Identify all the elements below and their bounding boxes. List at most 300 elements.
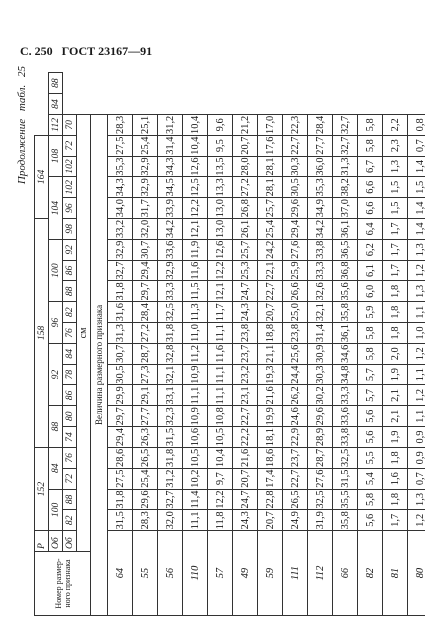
table-cell: 27,2 <box>133 323 158 344</box>
table-cell: 34,6 <box>333 343 358 364</box>
table-cell: 11,4 <box>183 489 208 510</box>
table-cell: 2,1 <box>383 385 408 406</box>
table-cell: 26,6 <box>283 281 308 302</box>
table-cell: 30,3 <box>308 364 333 385</box>
table-cell: 5,8 <box>358 135 383 156</box>
table-row <box>258 73 283 616</box>
row-label-header: Номер размер-ного признака <box>35 552 91 616</box>
table-continuation-caption <box>16 66 28 189</box>
rotated-table-block <box>12 66 425 616</box>
table-cell: 11,1 <box>208 364 233 385</box>
table-cell: 1,7 <box>383 260 408 281</box>
table-cell: 22,1 <box>258 260 283 281</box>
table-cell: 36,1 <box>333 219 358 240</box>
table-cell: 28,9 <box>308 427 333 448</box>
table-cell: 13,3 <box>208 177 233 198</box>
table-cell: 26,1 <box>233 219 258 240</box>
table-cell: 34,2 <box>158 219 183 240</box>
table-cell: 28,6 <box>108 447 133 468</box>
table-cell: 31,2 <box>158 114 183 135</box>
table-cell: 33,6 <box>158 239 183 260</box>
table-cell: 29,6 <box>308 406 333 427</box>
table-cell: 31,2 <box>158 468 183 489</box>
ob2-col-header: 96 <box>63 198 77 219</box>
table-cell: 11,0 <box>183 323 208 344</box>
table-cell: 13,0 <box>208 198 233 219</box>
ob2-col-header: 72 <box>63 135 77 156</box>
table-cell: 28,7 <box>308 447 333 468</box>
table-cell: 32,5 <box>333 447 358 468</box>
table-cell: 34,2 <box>308 219 333 240</box>
table-cell: 30,7 <box>133 239 158 260</box>
table-cell: 2,3 <box>383 135 408 156</box>
table-cell: 35,5 <box>333 489 358 510</box>
table-cell: 5,5 <box>358 447 383 468</box>
ob2-col-header: 92 <box>63 239 77 260</box>
table-cell: 1,9 <box>383 364 408 385</box>
ob2-col-header: 102 <box>63 177 77 198</box>
table-cell: 12,5 <box>183 177 208 198</box>
table-cell: 19,3 <box>258 364 283 385</box>
table-cell: 28,3 <box>108 114 133 135</box>
p-group-header: 152 <box>35 447 49 530</box>
table-cell: 6,0 <box>358 281 383 302</box>
table-cell: 29,9 <box>108 385 133 406</box>
table-cell: 1,2 <box>408 385 425 406</box>
table-cell: 24,6 <box>283 406 308 427</box>
table-label: табл. <box>16 84 28 112</box>
table-cell: 34,0 <box>108 198 133 219</box>
table-cell: 12,6 <box>208 239 233 260</box>
table-cell: 5,9 <box>358 302 383 323</box>
page-number: С. 250 <box>20 44 53 58</box>
table-cell: 31,5 <box>158 427 183 448</box>
table-cell: 36,1 <box>333 323 358 344</box>
table-cell: 1,8 <box>383 281 408 302</box>
table-cell: 1,7 <box>383 510 408 531</box>
ob-group-header: 100 <box>49 239 63 301</box>
table-cell: 17,6 <box>258 135 283 156</box>
table-cell: 12,2 <box>183 198 208 219</box>
table-cell: 31,6 <box>108 302 133 323</box>
table-cell: 28,3 <box>133 510 158 531</box>
table-cell: 18,6 <box>258 447 283 468</box>
p-symbol: Р <box>35 531 49 552</box>
table-cell: 37,0 <box>333 198 358 219</box>
ob2-col-header: 86 <box>63 385 77 406</box>
table-cell: 30,9 <box>308 343 333 364</box>
table-cell: 1,3 <box>408 489 425 510</box>
table-row <box>333 73 358 616</box>
table-cell: 10,9 <box>183 364 208 385</box>
table-cell: 31,8 <box>108 281 133 302</box>
table-cell: 21,2 <box>233 114 258 135</box>
table-cell: 28,4 <box>133 302 158 323</box>
table-cell: 0,8 <box>408 114 425 135</box>
table-cell: 20,7 <box>258 302 283 323</box>
table-cell: 1,4 <box>408 198 425 219</box>
table-cell: 32,5 <box>308 489 333 510</box>
table-cell: 32,6 <box>308 281 333 302</box>
table-cell: 23,7 <box>283 447 308 468</box>
table-cell: 1,1 <box>408 406 425 427</box>
table-cell: 27,6 <box>283 239 308 260</box>
table-cell: 23,8 <box>283 323 308 344</box>
table-row <box>358 73 383 616</box>
table-cell: 24,3 <box>233 302 258 323</box>
table-cell: 12,1 <box>208 281 233 302</box>
table-cell: 9,7 <box>208 468 233 489</box>
table-cell: 10,8 <box>208 406 233 427</box>
table-cell: 31,7 <box>133 198 158 219</box>
table-cell: 1,5 <box>383 177 408 198</box>
table-cell: 10,2 <box>183 468 208 489</box>
table-cell: 33,3 <box>333 385 358 406</box>
ob2-col-header: 88 <box>63 281 77 302</box>
table-cell: 24,3 <box>233 510 258 531</box>
table-cell: 31,3 <box>108 323 133 344</box>
table-cell: 35,6 <box>333 281 358 302</box>
table-cell: 11,6 <box>183 260 208 281</box>
table-cell: 32,7 <box>333 135 358 156</box>
unit-cm: см <box>77 114 91 551</box>
table-cell: 32,0 <box>133 219 158 240</box>
table-cell: 27,5 <box>108 468 133 489</box>
table-cell: 32,9 <box>158 260 183 281</box>
table-cell: 28,1 <box>258 177 283 198</box>
table-cell: 32,5 <box>158 302 183 323</box>
table-cell: 10,4 <box>183 114 208 135</box>
row-number: 49 <box>233 531 258 616</box>
row-number: 66 <box>333 531 358 616</box>
table-cell: 25,6 <box>283 343 308 364</box>
table-cell: 38,2 <box>333 177 358 198</box>
table-cell: 32,9 <box>133 156 158 177</box>
table-cell: 6,4 <box>358 219 383 240</box>
table-cell: 5,4 <box>358 468 383 489</box>
ob2-col-header: 102 <box>63 156 77 177</box>
table-cell: 1,8 <box>383 447 408 468</box>
table-cell: 1,3 <box>408 281 425 302</box>
table-cell: 25,4 <box>258 219 283 240</box>
table-cell: 10,5 <box>183 447 208 468</box>
table-cell: 11,7 <box>208 302 233 323</box>
table-cell: 1,5 <box>383 198 408 219</box>
table-cell: 11,3 <box>183 302 208 323</box>
table-cell: 19,9 <box>258 406 283 427</box>
table-cell: 10,4 <box>183 135 208 156</box>
ob-group-header: 92 <box>49 343 63 405</box>
table-cell: 36,5 <box>333 239 358 260</box>
table-cell: 33,8 <box>308 239 333 260</box>
table-cell: 31,8 <box>158 323 183 344</box>
table-cell: 6,1 <box>358 260 383 281</box>
table-cell: 10,9 <box>183 406 208 427</box>
table-cell: 31,4 <box>308 323 333 344</box>
ob2-col-header: 82 <box>63 510 77 531</box>
table-cell: 22,2 <box>233 427 258 448</box>
table-cell: 32,9 <box>108 239 133 260</box>
table-cell: 30,5 <box>108 364 133 385</box>
row-number: 80 <box>408 531 425 616</box>
table-cell: 0,7 <box>408 468 425 489</box>
table-cell: 9,5 <box>208 135 233 156</box>
table-cell: 33,6 <box>333 406 358 427</box>
table-cell: 34,3 <box>158 156 183 177</box>
table-cell: 35,3 <box>308 177 333 198</box>
table-cell: 12,2 <box>208 260 233 281</box>
table-cell: 1,2 <box>408 260 425 281</box>
continuation-word: Продолжение <box>16 118 28 185</box>
table-cell: 26,2 <box>283 385 308 406</box>
page-header <box>20 44 158 59</box>
table-cell: 1,6 <box>383 468 408 489</box>
table-row <box>308 73 333 616</box>
table-cell: 6,6 <box>358 177 383 198</box>
row-number: 110 <box>183 531 208 616</box>
table-cell: 12,1 <box>183 219 208 240</box>
row-number: 55 <box>133 531 158 616</box>
ob2-col-header: 78 <box>63 364 77 385</box>
table-cell: 34,5 <box>158 177 183 198</box>
table-cell: 30,7 <box>108 343 133 364</box>
table-cell: 29,7 <box>108 406 133 427</box>
table-cell: 32,9 <box>133 177 158 198</box>
row-number: 112 <box>308 531 333 616</box>
table-cell: 1,1 <box>408 364 425 385</box>
table-cell: 33,8 <box>333 427 358 448</box>
table-cell: 10,4 <box>208 447 233 468</box>
table-cell: 32,7 <box>333 114 358 135</box>
table-cell: 5,8 <box>358 323 383 344</box>
table-cell: 25,3 <box>233 260 258 281</box>
table-cell: 32,1 <box>308 302 333 323</box>
table-cell: 25,7 <box>258 198 283 219</box>
table-cell: 26,5 <box>283 489 308 510</box>
table-cell: 5,7 <box>358 385 383 406</box>
table-cell: 22,8 <box>258 489 283 510</box>
table-cell: 1,7 <box>383 239 408 260</box>
table-cell: 1,8 <box>383 323 408 344</box>
ob2-col-header: 82 <box>63 302 77 323</box>
ob2-col-header: 74 <box>63 427 77 448</box>
table-row <box>108 73 133 616</box>
table-cell: 6,2 <box>358 239 383 260</box>
table-cell: 26,8 <box>233 198 258 219</box>
table-cell: 27,3 <box>133 364 158 385</box>
table-cell: 10,5 <box>208 427 233 448</box>
ob2-col-header: 88 <box>63 489 77 510</box>
table-cell: 27,7 <box>133 406 158 427</box>
standard-code: ГОСТ 23167—91 <box>61 44 153 58</box>
table-cell: 11,6 <box>208 343 233 364</box>
table-cell: 5,8 <box>358 343 383 364</box>
ob2-col-header: 80 <box>63 406 77 427</box>
table-cell: 28,7 <box>133 343 158 364</box>
table-cell: 1,8 <box>383 302 408 323</box>
table-cell: 22,7 <box>233 406 258 427</box>
table-cell: 23,1 <box>233 385 258 406</box>
table-cell: 1,5 <box>408 177 425 198</box>
ob-group-header: 112 <box>49 114 63 135</box>
table-cell: 33,3 <box>308 260 333 281</box>
table-cell: 11,2 <box>183 343 208 364</box>
table-cell: 29,7 <box>133 281 158 302</box>
table-cell: 31,8 <box>158 447 183 468</box>
table-cell: 33,9 <box>158 198 183 219</box>
table-cell: 32,3 <box>158 406 183 427</box>
table-cell: 34,3 <box>108 177 133 198</box>
table-cell: 29,4 <box>108 427 133 448</box>
table-cell: 2,1 <box>383 406 408 427</box>
row-number: 56 <box>158 531 183 616</box>
table-cell: 11,1 <box>208 385 233 406</box>
table-cell: 28,1 <box>258 156 283 177</box>
ob-group-header: 84 <box>49 447 63 489</box>
table-cell: 9,6 <box>208 114 233 135</box>
table-cell: 11,9 <box>183 239 208 260</box>
table-cell: 35,3 <box>108 156 133 177</box>
row-number: 111 <box>283 531 308 616</box>
table-cell: 29,6 <box>283 198 308 219</box>
table-cell: 31,8 <box>108 489 133 510</box>
table-cell: 1,2 <box>408 343 425 364</box>
table-cell: 23,7 <box>233 343 258 364</box>
table-cell: 22,7 <box>283 135 308 156</box>
table-cell: 24,4 <box>283 364 308 385</box>
table-cell: 27,6 <box>308 468 333 489</box>
table-cell: 25,7 <box>233 239 258 260</box>
table-cell: 20,7 <box>233 135 258 156</box>
table-cell: 5,6 <box>358 510 383 531</box>
table-cell: 1,4 <box>408 219 425 240</box>
ob-symbol: Об <box>49 531 63 552</box>
table-cell: 30,5 <box>283 177 308 198</box>
table-cell: 27,5 <box>108 135 133 156</box>
table-row <box>183 73 208 616</box>
table-cell: 31,9 <box>308 510 333 531</box>
table-cell: 17,4 <box>258 468 283 489</box>
table-cell: 6,6 <box>358 198 383 219</box>
table-cell: 1,1 <box>408 302 425 323</box>
table-cell: 1,4 <box>408 156 425 177</box>
ob-group-header: 104 <box>49 177 63 239</box>
table-cell: 1,3 <box>408 239 425 260</box>
table-cell: 34,9 <box>308 198 333 219</box>
table-cell: 5,8 <box>358 489 383 510</box>
table-row <box>208 73 233 616</box>
table-cell: 24,2 <box>258 239 283 260</box>
table-cell: 11,1 <box>183 385 208 406</box>
table-cell: 33,1 <box>158 385 183 406</box>
table-number: 25 <box>16 66 28 77</box>
table-cell: 11,1 <box>208 323 233 344</box>
table-cell: 32,7 <box>158 489 183 510</box>
table-cell: 35,8 <box>333 510 358 531</box>
table-cell: 33,2 <box>108 219 133 240</box>
table-cell: 5,6 <box>358 406 383 427</box>
table-cell: 1,0 <box>408 323 425 344</box>
table-cell: 29,4 <box>283 219 308 240</box>
ob-group-header: 84 <box>49 94 63 115</box>
table-cell: 0,7 <box>408 135 425 156</box>
table-cell: 22,7 <box>258 281 283 302</box>
table-cell: 34,8 <box>333 364 358 385</box>
table-cell: 29,4 <box>133 260 158 281</box>
p-group-header: 164 <box>35 135 49 218</box>
table-cell: 2,0 <box>383 343 408 364</box>
table-cell: 24,7 <box>233 281 258 302</box>
table-cell: 12,6 <box>183 156 208 177</box>
table-cell: 1,2 <box>408 510 425 531</box>
ob2-col-header: 98 <box>63 219 77 240</box>
table-cell: 18,8 <box>258 323 283 344</box>
ob-group-header: 88 <box>49 73 63 94</box>
table-cell: 27,7 <box>308 135 333 156</box>
table-cell: 36,0 <box>308 156 333 177</box>
ob2-symbol: Об <box>63 531 77 552</box>
table-cell: 24,9 <box>283 510 308 531</box>
table-cell: 32,1 <box>158 364 183 385</box>
table-cell: 30,2 <box>308 385 333 406</box>
table-cell: 29,6 <box>133 489 158 510</box>
row-number: 82 <box>358 531 383 616</box>
table-cell: 24,7 <box>233 489 258 510</box>
table-row <box>158 73 183 616</box>
ob-group-header: 96 <box>49 302 63 344</box>
table-cell: 25,4 <box>133 135 158 156</box>
row-number: 57 <box>208 531 233 616</box>
table-cell: 23,2 <box>233 364 258 385</box>
table-cell: 11,8 <box>208 510 233 531</box>
table-cell: 23,8 <box>233 323 258 344</box>
table-row <box>383 73 408 616</box>
table-cell: 13,5 <box>208 156 233 177</box>
table-cell: 0,9 <box>408 447 425 468</box>
table-cell: 30,3 <box>283 156 308 177</box>
ob2-col-header: 76 <box>63 447 77 468</box>
table-cell: 1,9 <box>383 427 408 448</box>
p-group-header: 158 <box>35 219 49 448</box>
table-cell: 33,3 <box>158 281 183 302</box>
table-cell: 31,3 <box>333 156 358 177</box>
table-cell: 1,7 <box>383 219 408 240</box>
table-cell: 11,1 <box>183 510 208 531</box>
table-cell: 27,2 <box>233 177 258 198</box>
table-cell: 1,8 <box>383 489 408 510</box>
table-cell: 21,6 <box>233 447 258 468</box>
table-cell: 32,0 <box>158 510 183 531</box>
table-cell: 12,2 <box>208 489 233 510</box>
row-number: 64 <box>108 531 133 616</box>
row-number: 59 <box>258 531 283 616</box>
ob-group-header: 100 <box>49 489 63 531</box>
table-cell: 22,7 <box>283 468 308 489</box>
table-cell: 6,7 <box>358 156 383 177</box>
table-cell: 1,3 <box>383 156 408 177</box>
table-cell: 32,8 <box>158 343 183 364</box>
table-cell: 26,5 <box>133 447 158 468</box>
table-cell: 35,8 <box>333 302 358 323</box>
ob2-col-header: 86 <box>63 260 77 281</box>
table-cell: 0,9 <box>408 427 425 448</box>
ob-group-header: 108 <box>49 135 63 177</box>
size-table <box>34 72 425 616</box>
table-row <box>233 73 258 616</box>
table-cell: 28,4 <box>308 114 333 135</box>
row-number: 81 <box>383 531 408 616</box>
table-row <box>133 73 158 616</box>
